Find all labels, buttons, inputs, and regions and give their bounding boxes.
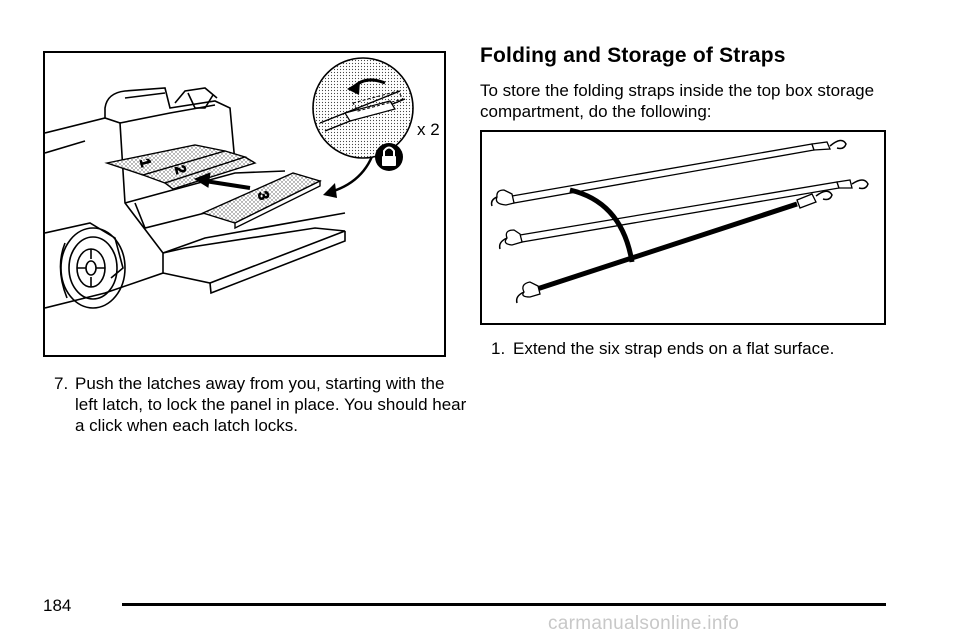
step-number: 7. bbox=[54, 374, 69, 393]
cargo-panel-3 bbox=[203, 173, 320, 228]
straps-drawing bbox=[482, 132, 884, 323]
section-heading: Folding and Storage of Straps bbox=[480, 44, 786, 67]
strap-bottom bbox=[517, 191, 832, 303]
watermark: carmanualsonline.info bbox=[548, 613, 740, 634]
cargo-panels-installed bbox=[107, 145, 255, 189]
insert-arrow bbox=[195, 173, 250, 188]
panel-number-2: 2 bbox=[172, 163, 190, 176]
truck-bed-drawing bbox=[45, 53, 444, 355]
step-number: 1. bbox=[491, 339, 506, 358]
footer-rule bbox=[122, 603, 886, 606]
multiplier-label: x 2 bbox=[417, 120, 440, 139]
truck-bed-panel-illustration bbox=[43, 51, 446, 357]
section-intro: To store the folding straps inside the top box storage compartment, do the following: bbox=[480, 81, 875, 121]
panel-number-1: 1 bbox=[137, 156, 155, 169]
panel-number-3: 3 bbox=[255, 189, 273, 202]
step-text: Push the latches away from you, starting with the left latch, to lock the panel in place. You should hear a click when each latch locks. bbox=[75, 374, 467, 435]
straps-illustration bbox=[480, 130, 886, 325]
lock-icon bbox=[375, 143, 403, 171]
page-number: 184 bbox=[43, 596, 72, 615]
step-text: Extend the six strap ends on a flat surface. bbox=[513, 339, 835, 358]
latch-detail-inset bbox=[313, 58, 413, 158]
